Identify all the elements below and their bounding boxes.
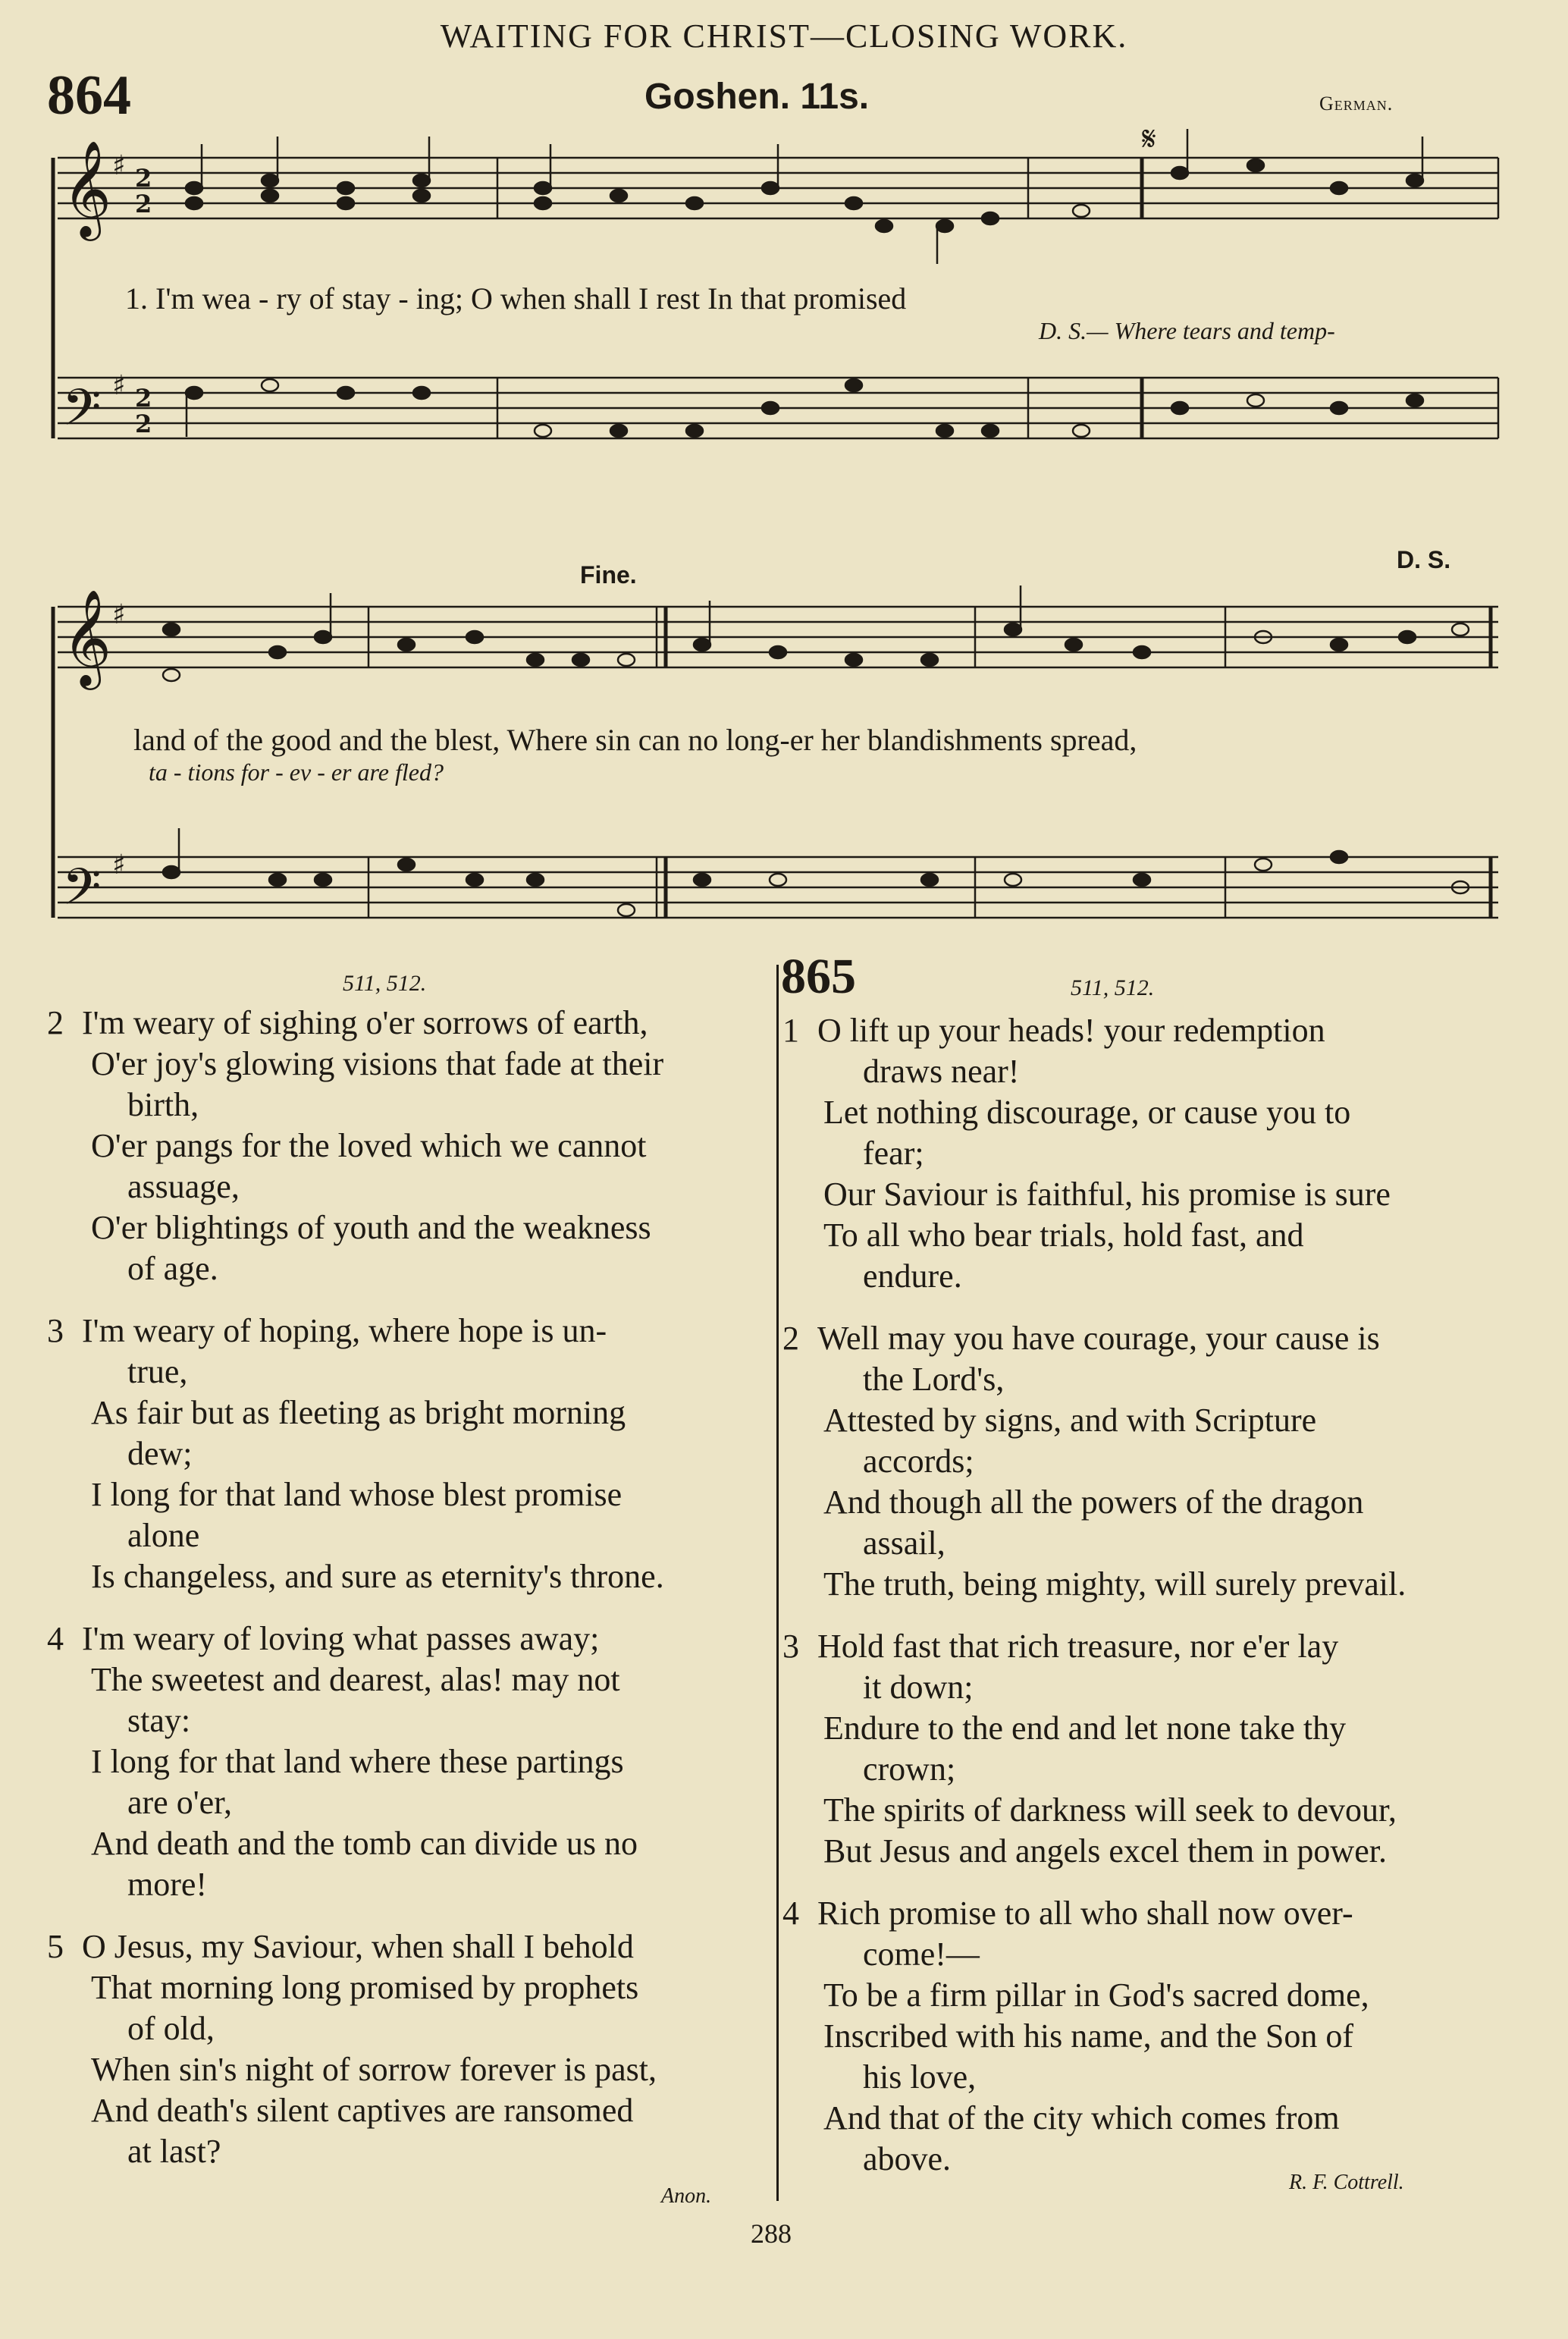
hymn-864-number: 864 bbox=[47, 64, 131, 127]
svg-text:𝄢: 𝄢 bbox=[62, 378, 102, 449]
stanza-line: assail, bbox=[863, 1524, 946, 1562]
hymn-865-stanzas bbox=[782, 1010, 1526, 2201]
stanza-1 bbox=[782, 1010, 1526, 1297]
stanza-line: O'er pangs for the loved which we cannot bbox=[91, 1127, 647, 1164]
hymn-865-number: 865 bbox=[781, 949, 856, 1004]
stanza-line: Rich promise to all who shall now over- bbox=[817, 1895, 1353, 1932]
stanza-line: That morning long promised by prophets bbox=[91, 1969, 639, 2006]
stanza-line: O'er joy's glowing visions that fade at their bbox=[91, 1045, 664, 1082]
composer-credit: German. bbox=[1319, 93, 1394, 115]
stanza-line: endure. bbox=[863, 1257, 962, 1295]
svg-text:2: 2 bbox=[135, 190, 152, 218]
stanza-line: As fair but as fleeting as bright morning bbox=[91, 1394, 626, 1431]
svg-text:2: 2 bbox=[135, 164, 152, 193]
stanza-line: And that of the city which comes from bbox=[823, 2099, 1340, 2136]
stanza-number: 1 bbox=[782, 1012, 799, 1049]
stanza-line: And death's silent captives are ransomed bbox=[91, 2092, 634, 2129]
stanza-line: of age. bbox=[127, 1250, 218, 1287]
stanza-line: at last? bbox=[127, 2133, 221, 2170]
svg-text:𝄞: 𝄞 bbox=[62, 140, 112, 237]
stanza-line: the Lord's, bbox=[863, 1361, 1005, 1398]
stanza-3 bbox=[782, 1626, 1526, 1872]
stanza-number: 3 bbox=[47, 1312, 64, 1349]
svg-text:♯: ♯ bbox=[112, 150, 126, 181]
stanza-line: O Jesus, my Saviour, when shall I behold bbox=[82, 1928, 634, 1965]
page-number: 288 bbox=[751, 2218, 792, 2249]
stanza-line: true, bbox=[127, 1353, 188, 1390]
stanza-line: Is changeless, and sure as eternity's throne. bbox=[91, 1558, 664, 1595]
stanza-5 bbox=[47, 1926, 766, 2172]
lyric-line-2: land of the good and the blest, Where sin can no long-er her blandishments spread, bbox=[133, 723, 1137, 757]
stanza-line: Attested by signs, and with Scripture bbox=[823, 1402, 1317, 1439]
svg-text:𝄋: 𝄋 bbox=[1142, 127, 1156, 159]
stanza-line: above. bbox=[863, 2140, 952, 2177]
meter-reference-865: 511, 512. bbox=[1071, 975, 1155, 1000]
stanza-line: draws near! bbox=[863, 1053, 1020, 1090]
svg-text:𝄞: 𝄞 bbox=[62, 589, 112, 686]
stanza-line: crown; bbox=[863, 1750, 956, 1788]
ds-lyric-line-2: ta - tions for - ev - er are fled? bbox=[149, 758, 444, 786]
stanza-line: I long for that land where these partings bbox=[91, 1743, 624, 1780]
svg-text:♯: ♯ bbox=[112, 849, 126, 881]
stanza-number: 2 bbox=[782, 1320, 799, 1357]
stanza-line: And death and the tomb can divide us no bbox=[91, 1825, 638, 1862]
stanza-line: birth, bbox=[127, 1086, 199, 1123]
lyric-line-1: 1. I'm wea - ry of stay - ing; O when shall I rest In that promised bbox=[125, 281, 907, 316]
ds-marking: D. S. bbox=[1397, 546, 1451, 573]
stanza-line: it down; bbox=[863, 1669, 974, 1706]
stanza-2 bbox=[782, 1318, 1526, 1605]
stanza-number: 4 bbox=[47, 1620, 64, 1657]
running-head: WAITING FOR CHRIST—CLOSING WORK. bbox=[440, 17, 1128, 55]
stanza-number: 3 bbox=[782, 1628, 799, 1665]
stanza-line: When sin's night of sorrow forever is past, bbox=[91, 2051, 657, 2088]
ds-lyric-line-1: D. S.— Where tears and temp- bbox=[1039, 317, 1335, 344]
stanza-line: come!— bbox=[863, 1936, 980, 1973]
attribution-864: Anon. bbox=[661, 2184, 712, 2208]
stanza-line: But Jesus and angels excel them in power. bbox=[823, 1832, 1387, 1870]
fine-marking: Fine. bbox=[580, 561, 637, 589]
stanza-line: accords; bbox=[863, 1443, 974, 1480]
stanza-line: I'm weary of hoping, where hope is un- bbox=[82, 1312, 607, 1349]
stanza-line: more! bbox=[127, 1866, 208, 1903]
svg-text:♯: ♯ bbox=[112, 599, 126, 630]
stanza-line: To all who bear trials, hold fast, and bbox=[823, 1217, 1304, 1254]
stanza-4 bbox=[782, 1893, 1526, 2180]
stanza-2 bbox=[47, 1003, 766, 1289]
stanza-line: To be a firm pillar in God's sacred dome, bbox=[823, 1976, 1369, 2014]
meter-reference-864: 511, 512. bbox=[343, 971, 427, 996]
stanza-line: Inscribed with his name, and the Son of bbox=[823, 2017, 1353, 2055]
stanza-line: Our Saviour is faithful, his promise is sure bbox=[823, 1176, 1391, 1213]
stanza-line: I long for that land whose blest promise bbox=[91, 1476, 622, 1513]
hymn-864-stanzas bbox=[47, 1003, 766, 2193]
stanza-line: dew; bbox=[127, 1435, 193, 1472]
stanza-line: The truth, being mighty, will surely prevail. bbox=[823, 1565, 1406, 1603]
tune-title: Goshen. 11s. bbox=[644, 77, 870, 117]
stanza-line: of old, bbox=[127, 2010, 215, 2047]
stanza-line: And though all the powers of the dragon bbox=[823, 1483, 1364, 1521]
svg-text:2: 2 bbox=[135, 384, 152, 413]
stanza-line: O lift up your heads! your redemption bbox=[817, 1012, 1325, 1049]
stanza-line: Hold fast that rich treasure, nor e'er lay bbox=[817, 1628, 1339, 1665]
svg-text:2: 2 bbox=[135, 410, 152, 438]
stanza-line: O'er blightings of youth and the weakness bbox=[91, 1209, 651, 1246]
stanza-line: Well may you have courage, your cause is bbox=[817, 1320, 1380, 1357]
stanza-line: are o'er, bbox=[127, 1784, 233, 1821]
stanza-line: stay: bbox=[127, 1702, 191, 1739]
attribution-865: R. F. Cottrell. bbox=[1289, 2171, 1404, 2194]
stanza-number: 4 bbox=[782, 1895, 799, 1932]
stanza-line: I'm weary of sighing o'er sorrows of earth, bbox=[82, 1004, 648, 1041]
stanza-number: 2 bbox=[47, 1004, 64, 1041]
stanza-line: assuage, bbox=[127, 1168, 240, 1205]
stanza-line: The sweetest and dearest, alas! may not bbox=[91, 1661, 620, 1698]
stanza-line: I'm weary of loving what passes away; bbox=[82, 1620, 600, 1657]
stanza-line: The spirits of darkness will seek to devour, bbox=[823, 1791, 1397, 1829]
stanza-3 bbox=[47, 1311, 766, 1597]
stanza-line: his love, bbox=[863, 2058, 977, 2096]
stanza-4 bbox=[47, 1618, 766, 1905]
svg-text:♯: ♯ bbox=[112, 370, 126, 401]
column-divider bbox=[776, 965, 779, 2201]
stanza-line: fear; bbox=[863, 1135, 924, 1172]
stanza-line: Endure to the end and let none take thy bbox=[823, 1710, 1347, 1747]
stanza-line: alone bbox=[127, 1517, 200, 1554]
stanza-line: Let nothing discourage, or cause you to bbox=[823, 1094, 1351, 1131]
stanza-number: 5 bbox=[47, 1928, 64, 1965]
svg-text:𝄢: 𝄢 bbox=[62, 858, 102, 928]
